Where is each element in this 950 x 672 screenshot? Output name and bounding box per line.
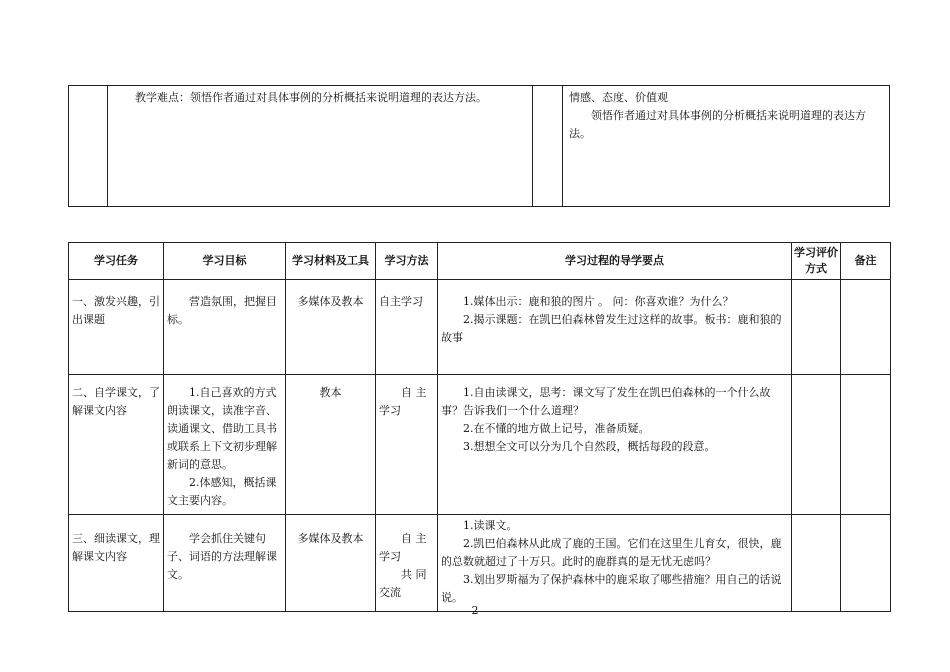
process-item: 1.读课文。: [463, 519, 518, 532]
material-cell: 多媒体及教本: [297, 295, 364, 308]
process-item: 2.凯巴伯森林从此成了鹿的王国。它们在这里生儿育女，很快，鹿的总数就超过了十万只。此时的鹿群真的是无忧无虑吗？: [441, 537, 782, 568]
process-item: 2.揭示课题：在凯巴伯森林曾发生过这样的故事。板书：鹿和狼的故事: [441, 313, 782, 344]
method-text: 共 同 交流: [379, 568, 427, 599]
objectives-table: [68, 85, 890, 207]
header-material: 学习材料及工具: [286, 243, 376, 280]
header-goal: 学习目标: [164, 243, 286, 280]
eval-cell: [792, 515, 841, 612]
process-item: 1.媒体出示：鹿和狼的图片 。 问：你喜欢谁？为什么？: [463, 295, 734, 308]
column-divider: [107, 86, 108, 206]
process-item: 2.在不懂的地方做上记号，准备质疑。: [463, 422, 650, 435]
process-item: 1.自由读课文，思考：课文写了发生在凯巴伯森林的一个什么故事？告诉我们一个什么道理？: [441, 386, 771, 417]
goal-text: 营造氛围，把握目标。: [167, 295, 277, 326]
task-cell: 一、激发兴趣，引出课题: [72, 295, 160, 326]
task-cell: 三、细读课文，理解课文内容: [72, 532, 160, 563]
note-cell: [841, 515, 891, 612]
process-item: 3.想想全文可以分为几个自然段，概括每段的段意。: [463, 440, 716, 453]
goal-text: 1.自己喜欢的方式朗读课文，读准字音、读通课文、借助工具书或联系上下文初步理解新词的意思。: [167, 386, 277, 471]
method-text: 自主学习: [379, 295, 423, 308]
process-item: 3.划出罗斯福为了保护森林中的鹿采取了哪些措施？用自己的话说说。: [441, 573, 782, 604]
goal-text: 学会抓住关键句子、词语的方法理解课文。: [167, 532, 277, 581]
task-cell: 二、自学课文，了解课文内容: [72, 386, 160, 417]
column-divider: [532, 86, 533, 206]
goal-text: 2.体感知，概括课文主要内容。: [167, 476, 277, 507]
header-task: 学习任务: [69, 243, 164, 280]
emotion-values-title: 情感、态度、价值观: [569, 91, 668, 104]
method-text: 自 主 学习: [379, 386, 427, 417]
header-row: [69, 243, 891, 280]
eval-cell: [792, 280, 841, 375]
column-divider: [562, 86, 563, 206]
method-text: 自 主 学习: [379, 532, 427, 563]
teaching-difficulty: 教学难点：领悟作者通过对具体事例的分析概括来说明道理的表达方法。: [135, 91, 487, 104]
note-cell: [841, 375, 891, 515]
eval-cell: [792, 375, 841, 515]
page-number: 2: [471, 604, 479, 617]
header-note: 备注: [841, 243, 891, 280]
table-row: [69, 375, 891, 515]
lesson-plan-table: [68, 242, 891, 612]
header-method: 学习方法: [376, 243, 438, 280]
table-row: [69, 515, 891, 612]
material-cell: 教本: [319, 386, 342, 399]
note-cell: [841, 280, 891, 375]
table-row: [69, 280, 891, 375]
emotion-values-body: 领悟作者通过对具体事例的分析概括来说明道理的表达方法。: [569, 109, 866, 140]
header-eval: 学习评价方式: [792, 243, 841, 280]
header-process: 学习过程的导学要点: [438, 243, 792, 280]
material-cell: 多媒体及教本: [297, 532, 364, 545]
